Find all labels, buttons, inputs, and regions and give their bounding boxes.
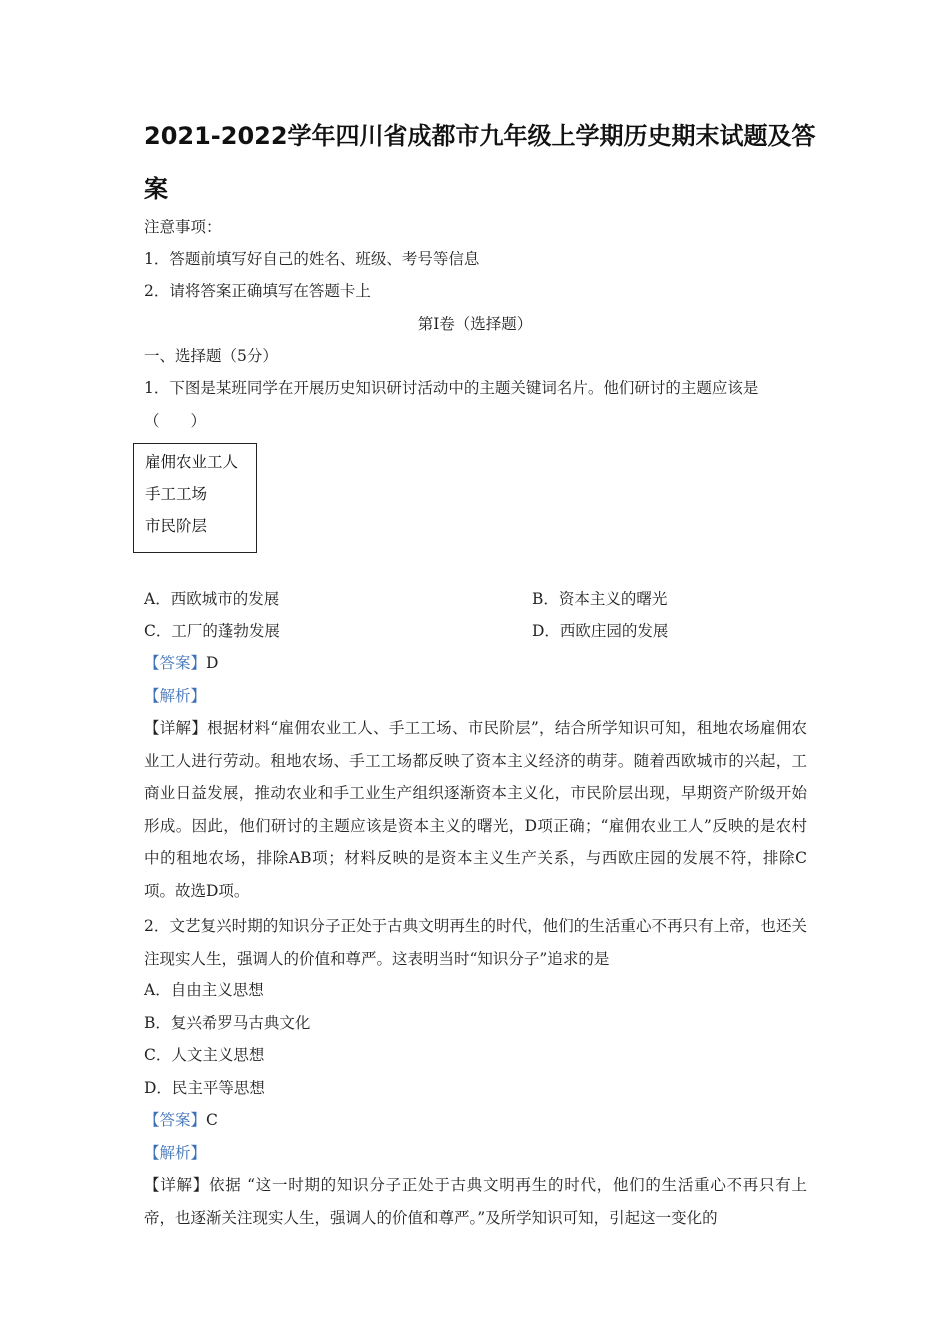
q1-option-c: C．工厂的蓬勃发展 (144, 622, 280, 640)
notice-heading: 注意事项： (144, 218, 222, 236)
answer-tag: 【答案】 (144, 654, 207, 672)
q2-option-b: B．复兴希罗马古典文化 (144, 1014, 311, 1032)
q2-option-d: D．民主平等思想 (144, 1079, 265, 1097)
q2-analysis (144, 1143, 812, 1163)
q1-stem-bracket: （ ） (144, 412, 207, 430)
volume-title: 第Ⅰ卷（选择题） (417, 315, 533, 333)
detail-text: 依据 “这一时期的知识分子正处于古典文明再生的时代，他们的生活重心不再只有上帝，也逐渐关注现实人生，强调人的价值和尊严。”及所学知识可知，引起这一变化的 (144, 1176, 807, 1227)
q2-answer (144, 1110, 812, 1130)
detail-tag: 【详解】 (144, 1176, 209, 1194)
q1-option-b: B．资本主义的曙光 (532, 590, 668, 608)
analysis-tag: 【解析】 (144, 1144, 207, 1162)
notice-item: 1．答题前填写好自己的姓名、班级、考号等信息 (144, 250, 480, 268)
q2-option-a: A．自由主义思想 (144, 981, 264, 999)
q1-option-d: D．西欧庄园的发展 (532, 622, 669, 640)
q1-detail (144, 712, 807, 908)
card-keyword: 雇佣农业工人 (145, 453, 239, 471)
q2-stem: 2．文艺复兴时期的知识分子正处于古典文明再生的时代，他们的生活重心不再只有上帝，也还关注现实人生，强调人的价值和尊严。这表明当时“知识分子”追求的是 (144, 917, 807, 968)
detail-text: 根据材料“雇佣农业工人、手工工场、市民阶层”，结合所学知识可知，租地农场雇佣农业工人进行劳动。租地农场、手工工场都反映了资本主义经济的萌芽。随着西欧城市的兴起，工商业日益发展，推动农业和手工业生产组织逐渐资本主义化，市民阶层出现，早期资产阶级开始形成。因此，他们研讨的主题应该是资本主义的曙光，D项正确；“雇佣农业工人”反映的是农村中的租地农场，排除AB项；材料反映的是资本主义生产关系，与西欧庄园的发展不符，排除C项。故选D项。 (144, 719, 807, 900)
q1-analysis (144, 686, 812, 706)
notice-item: 2．请将答案正确填写在答题卡上 (144, 282, 371, 300)
analysis-tag: 【解析】 (144, 687, 207, 705)
card-keyword: 手工工场 (145, 485, 208, 503)
page-title: 2021-2022学年四川省成都市九年级上学期历史期末试题及答案 (144, 122, 816, 203)
q1-answer (144, 653, 812, 673)
q1-stem: 1．下图是某班同学在开展历史知识研讨活动中的主题关键词名片。他们研讨的主题应该是 (144, 379, 759, 397)
card-keyword: 市民阶层 (145, 517, 208, 535)
detail-tag: 【详解】 (144, 719, 208, 737)
q2-option-c: C．人文主义思想 (144, 1046, 265, 1064)
answer-value: C (206, 1111, 218, 1129)
keyword-card (133, 443, 257, 553)
answer-value: D (206, 654, 219, 672)
answer-tag: 【答案】 (144, 1111, 207, 1129)
section-title: 一、选择题（5分） (144, 347, 278, 365)
q2-detail (144, 1169, 807, 1234)
q1-option-a: A．西欧城市的发展 (144, 590, 280, 608)
